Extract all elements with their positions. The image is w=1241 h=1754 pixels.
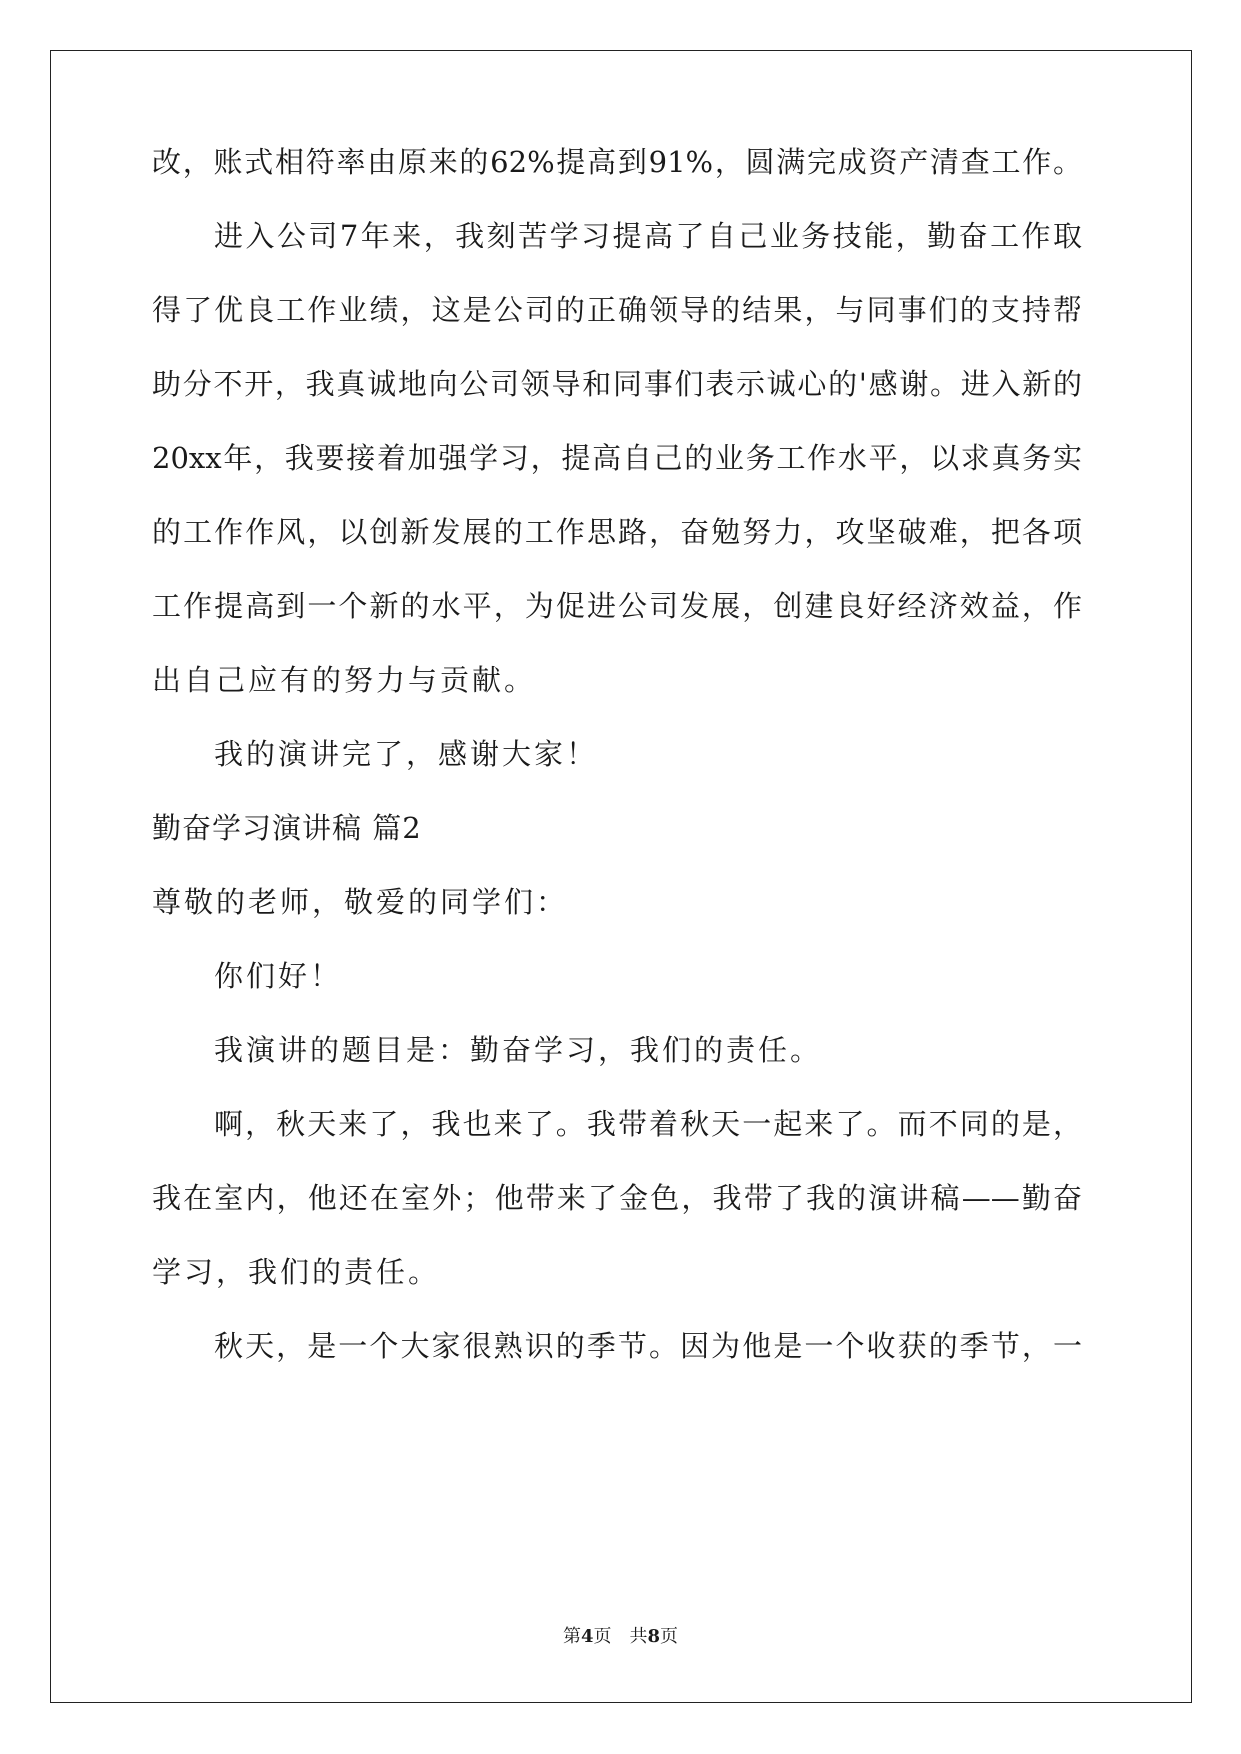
page-suffix: 页 [660, 1626, 679, 1647]
section-heading: 勤奋学习演讲稿 篇2 [152, 811, 422, 845]
text-line: 进入公司7年来，我刻苦学习提高了自己业务技能，勤奋工作取 [214, 219, 1082, 253]
text-line: 我演讲的题目是：勤奋学习，我们的责任。 [214, 1033, 823, 1067]
text-line: 的工作作风，以创新发展的工作思路，奋勉努力，攻坚破难，把各项 [152, 515, 1082, 549]
salutation: 尊敬的老师，敬爱的同学们： [152, 885, 569, 919]
greeting: 你们好！ [214, 959, 343, 993]
text-line: 20xx年，我要接着加强学习，提高自己的业务工作水平，以求真务实 [152, 441, 1082, 475]
text-line: 得了优良工作业绩，这是公司的正确领导的结果，与同事们的支持帮 [152, 293, 1082, 327]
total-page-number: 8 [647, 1626, 661, 1647]
text-line: 学习，我们的责任。 [152, 1255, 441, 1289]
text-line: 我在室内，他还在室外；他带来了金色，我带了我的演讲稿——勤奋 [152, 1181, 1082, 1215]
text-line: 秋天，是一个大家很熟识的季节。因为他是一个收获的季节，一 [214, 1329, 1082, 1363]
text-line: 工作提高到一个新的水平，为促进公司发展，创建良好经济效益，作 [152, 589, 1082, 623]
text-line: 改，账式相符率由原来的62%提高到91%，圆满完成资产清查工作。 [152, 145, 1082, 179]
page-footer [0, 1622, 1241, 1648]
text-line: 我的演讲完了，感谢大家！ [214, 737, 599, 771]
page-mid: 页 共 [593, 1626, 648, 1647]
text-line: 助分不开，我真诚地向公司领导和同事们表示诚心的'感谢。进入新的 [152, 367, 1082, 401]
page-prefix: 第 [562, 1626, 581, 1647]
current-page-number: 4 [580, 1626, 594, 1647]
text-line: 啊，秋天来了，我也来了。我带着秋天一起来了。而不同的是， [214, 1107, 1082, 1141]
text-line: 出自己应有的努力与贡献。 [152, 663, 537, 697]
